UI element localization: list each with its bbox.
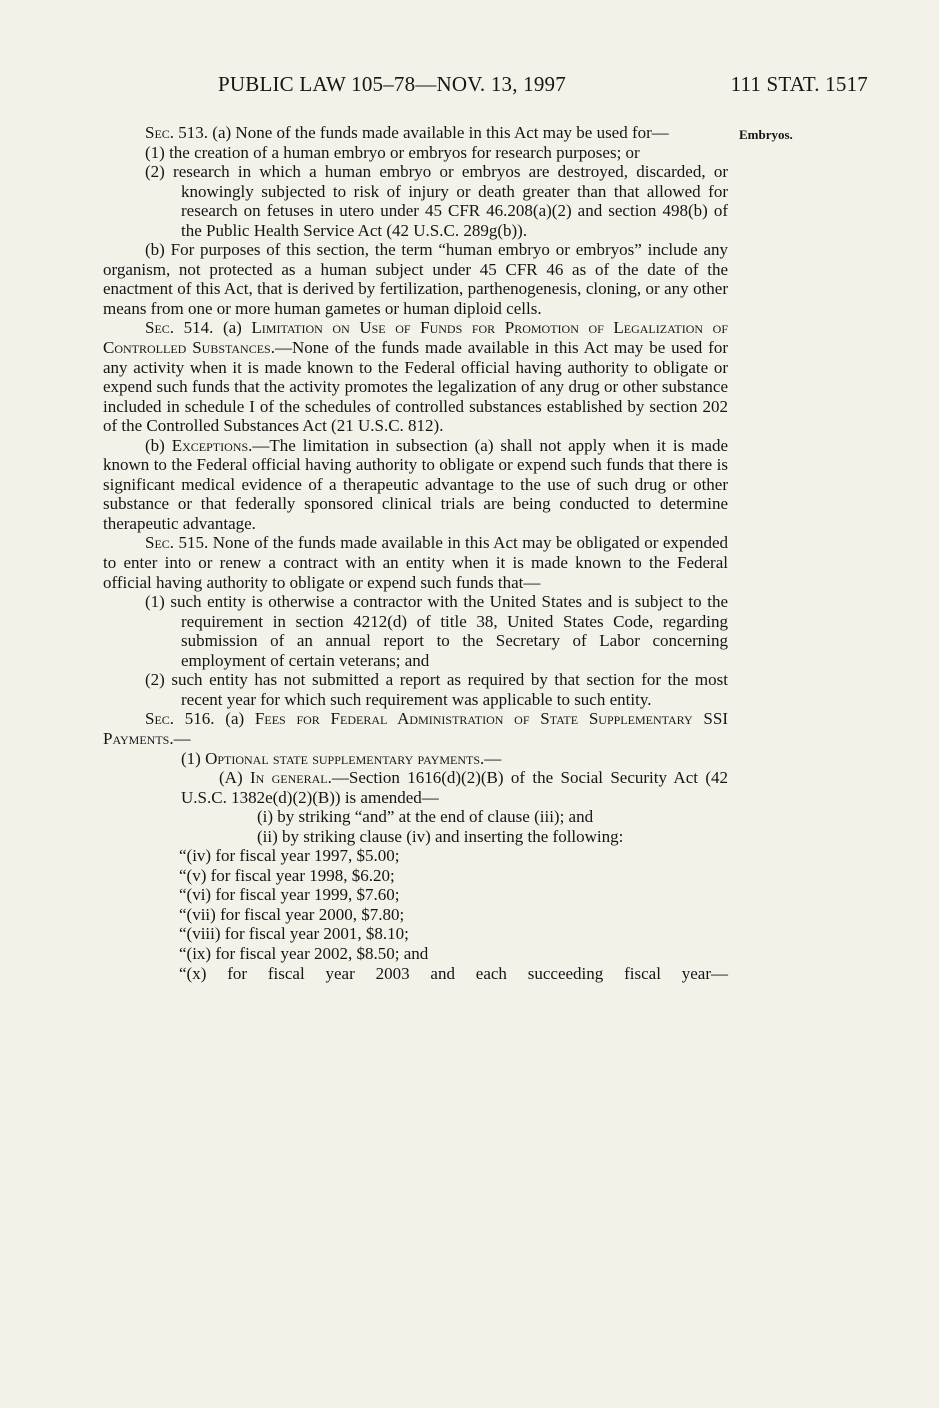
sec-514-a-text: .—None of the funds made available in this Act may be used for any activity when it is made known to the Federal official having authority to obligate or expend such funds that the activity promotes the legalization of any drug or other substance included in schedule I of the schedules of controlled substances established by section 202 of the Controlled Substances Act (21 U.S.C. 812). <box>103 338 728 436</box>
sec-514-b-text: .—The limitation in subsection (a) shall not apply when it is made known to the Federal official having authority to obligate or expend such funds that there is significant medical evidence of a therapeutic advantage to the use of such drug or other substance or that federally sponsored clinical trials are being conducted to determine therapeutic advantage. <box>103 435 728 533</box>
sec-515-text: 515. None of the funds made available in this Act may be obligated or expended to enter into or renew a contract with an entity when it is made known to the Federal official having authority to obligate or expend such funds that— <box>103 533 728 592</box>
sec-label: Sec. <box>145 709 175 729</box>
header-statute-page: 111 STAT. 1517 <box>730 72 868 96</box>
sec-513-b: (b) For purposes of this section, the term “human embryo or embryos” include any organism, not protected as a human subject under 45 CFR 46 as of the date of the enactment of this Act, that is derived by fertilization, parthenogenesis, cloning, or any other means from one or more human gametes or human diploid cells. <box>103 240 728 318</box>
sec-label: Sec. <box>145 123 175 142</box>
sec-516-a-1-A-text: .—Section 1616(d)(2)(B) of the Social Security Act (42 U.S.C. 1382e(d)(2)(B)) is amended— <box>181 768 728 807</box>
sec-516-a-1-A <box>103 768 728 807</box>
sec-516-a <box>103 709 728 748</box>
sec-516-a-1-heading: Optional state supplementary payments <box>205 748 481 768</box>
document-body <box>103 123 728 983</box>
sec-516-clause-ii: (ii) by striking clause (iv) and inserting the following: <box>257 826 624 846</box>
sec-label: Sec. <box>145 533 175 553</box>
sec-514-a-heading: Limitation on Use of Funds for Promotion of Legalization of Controlled Substances <box>103 318 728 358</box>
sec-516-a-1-A-heading: In general <box>249 768 328 788</box>
sec-516-a-suffix: .— <box>169 728 191 748</box>
fee-list-item: “(v) for fiscal year 1998, $6.20; <box>179 865 395 885</box>
sec-516-clause-i: (i) by striking “and” at the end of clause (iii); and <box>257 807 594 827</box>
sec-516-a-1-prefix: (1) <box>181 748 206 768</box>
sec-516-a-1-suffix: .— <box>480 748 502 768</box>
sec-516-a-heading: Fees for Federal Administration of State Supplementary SSI Payments <box>103 709 728 748</box>
sec-513-a-2: (2) research in which a human embryo or embryos are destroyed, discarded, or knowingly subjected to risk of injury or death greater than that allowed for research on fetuses in utero under 45 CFR 46.208(a)(2) and section 498(b) of the Public Health Service Act (42 U.S.C. 289g(b)). <box>145 162 728 240</box>
sec-516-a-1 <box>103 749 728 769</box>
fee-list-item: “(viii) for fiscal year 2001, $8.10; <box>179 924 409 944</box>
running-header <box>218 72 868 102</box>
fee-list-item: “(x) for fiscal year 2003 and each succeeding fiscal year— <box>179 963 728 983</box>
fee-list-item: “(iv) for fiscal year 1997, $5.00; <box>179 846 400 866</box>
sec-516-a-1-A-prefix: (A) <box>219 768 250 788</box>
sec-513-a-text: 513. (a) None of the funds made available in this Act may be used for— <box>174 123 669 142</box>
sec-515-2: (2) such entity has not submitted a report as required by that section for the most recent year for which such requirement was applicable to such entity. <box>145 670 728 709</box>
sec-513-a <box>103 123 728 143</box>
sec-514-a <box>103 318 728 435</box>
sec-515 <box>103 533 728 592</box>
sec-label: Sec. <box>145 318 175 338</box>
fee-list-item: “(ix) for fiscal year 2002, $8.50; and <box>179 943 429 963</box>
sec-514-b-prefix: (b) <box>145 435 172 455</box>
sec-516-a-prefix: 516. (a) <box>174 709 255 729</box>
sec-514-b <box>103 436 728 534</box>
sec-514-b-heading: Exceptions <box>171 435 249 455</box>
sec-514-a-prefix: 514. (a) <box>174 318 252 338</box>
header-law-title: PUBLIC LAW 105–78—NOV. 13, 1997 <box>218 72 566 96</box>
fee-list-item: “(vii) for fiscal year 2000, $7.80; <box>179 904 405 924</box>
sec-515-1: (1) such entity is otherwise a contractor with the United States and is subject to the requirement in section 4212(d) of title 38, United States Code, regarding submission of an annual report to the Secretary of Labor concerning employment of certain veterans; and <box>145 592 728 670</box>
fiscal-year-fee-list <box>103 846 728 983</box>
sec-513-a-1: (1) the creation of a human embryo or embryos for research purposes; or <box>145 142 640 162</box>
margin-note-embryos: Embryos. <box>739 127 793 142</box>
fee-list-item: “(vi) for fiscal year 1999, $7.60; <box>179 885 400 905</box>
